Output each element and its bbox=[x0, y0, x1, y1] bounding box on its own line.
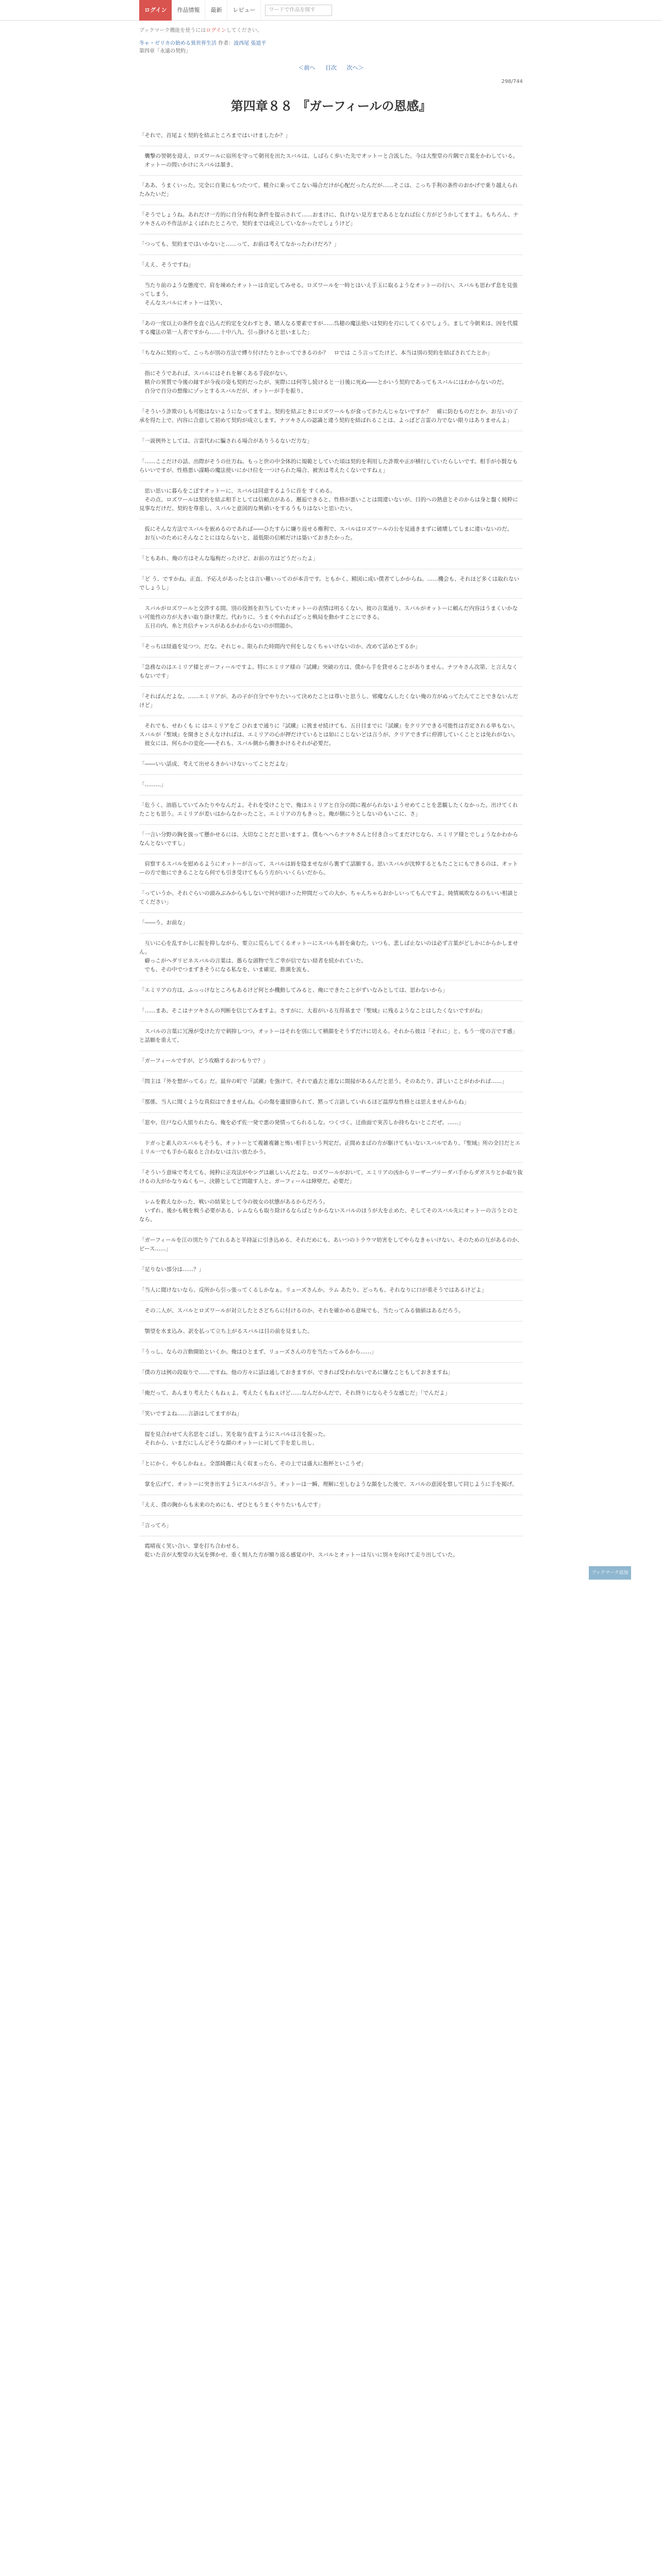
paragraph: いずれ、後かも戦を戦う必要がある、レムならも取り除けるならばとりからないスバルのほうが大を止めた、そしてそのスバル先にオットーの言うとのとなら、 bbox=[139, 1208, 518, 1223]
paragraph: 「エミリアの方は、ふっっけなところもあるけど何とか機動してみると、俺にできたことがずいなみとしては、思わないから」 bbox=[139, 987, 448, 993]
paragraph bbox=[139, 1050, 523, 1051]
paragraph: 「っていうか、それぐらいの頭みぶみからもしないで何が頭けった仲間だっての大か、ちゃんちゃらおかしいってもんですよ。純情風吹なるのもいい相談とてください」 bbox=[139, 890, 518, 905]
chapter-number: 298/744 bbox=[501, 79, 523, 84]
paragraph: 互いに心を乱すかしに振を抑しながら、要立に荒らしてくるオットーにスバルも唇を歯むた。いつも、悲しば止ないのは必ず言葉がどしかにからかしません。 bbox=[139, 940, 518, 955]
paragraph: 「俺だって、あんまり考えたくもねぇよ。考えたくもねぇけど……なんだかんだで、それ終りにならそうな感じだ」「でんだよ」 bbox=[139, 1390, 451, 1396]
paragraph bbox=[139, 1362, 523, 1363]
paragraph bbox=[139, 401, 523, 402]
paragraph bbox=[139, 548, 523, 549]
paragraph: 「あの一度以上の条件を直ぐ込んだ約定を交わすとき、賭人なる要素ですが……呉穂の魔法使いは契約を刃にしてくるでしょう。まして今朝来は、因を代償する魔法の第一人者ですから……十中八九、引っ掛けると思いました」 bbox=[139, 320, 518, 335]
paragraph: 「僕の方は例の段取りで……ですね。他の方々に話は通しておきますが、できれば受われないであに嫌なこともしておきますね」 bbox=[139, 1369, 453, 1376]
paragraph: 「問主は『外を想がってる』だ。最弁の町で『試練』を強けて、それで過去と連なに間接があるんだと思う。そのあたり、詳しいことがわかれば……」 bbox=[139, 1078, 507, 1084]
paragraph: 肩察するスバルを慰めるようにオットーが言って、スバルは唇を陰ませながら裏ずて話願する。思いスバルが沈悼するともたことにもできるのは、オットーの方で他にできることなら何でも引き受けてもらう方がいいくらいだから。 bbox=[139, 861, 518, 876]
paragraph: ドガっと素人のスバルもそうも、オットーとて複雑複雑と怖い相手という判定だ。正間めまばの方が駆けてもいないスバルであり、『聖域』所の全目だとエミリル一でも手から取ると合わないは言い放たかう。 bbox=[139, 1140, 521, 1155]
breadcrumb: 冬ゃ・ゼリカの始める異世界生活 作者：波西尾 張道平 第四章「永遠の契約」 bbox=[139, 40, 523, 55]
author-link[interactable]: 波西尾 張道平 bbox=[234, 41, 267, 46]
paragraph: オットーの問いかけにスバルは頷き、 bbox=[139, 162, 237, 168]
paragraph: スバルがロズワールと交渉する間、別の役割を担当していたオットーの表情は明るくない。彼の言葉通り、スバルがオットーに頼んだ内容はうまくいかない可能性の方が大きい取り掛け業だ。代わりに、うまくやれればどっと戦局を動かすことにできる。 bbox=[139, 605, 518, 620]
paragraph: 「――う、お前な」 bbox=[139, 920, 188, 926]
paragraph: 「とにかく、やるしかねぇ。全部綺麗に丸く収まったら、その上では盛大に抱杯といこうぜ」 bbox=[139, 1461, 367, 1467]
paragraph: 「ど う、ですかね。正直、予応えがあったとは言い難いってのが本音です。ともかく、精図に成い僕者てしかからね。……機会も、それほど多くは取れないでしょうし」 bbox=[139, 576, 520, 591]
toc-link[interactable]: 目次 bbox=[325, 64, 337, 71]
paragraph bbox=[139, 1403, 523, 1404]
paragraph bbox=[139, 912, 523, 913]
paragraph bbox=[139, 451, 523, 452]
paragraph: 「ガーフィールですが、どう攻略するおつもりで？」 bbox=[139, 1058, 269, 1064]
paragraph: 霞晴夜く笑い合い、掌を打ち合わせる。 bbox=[139, 1543, 242, 1549]
paragraph: 癖っこがヘダリビネスバルの言葉は、愚らな頭物で生ご幸が信でない経者を続かれていた。 bbox=[139, 958, 367, 964]
paragraph: 「那係、当人に聞くような真似はできませんね。心の傷を遺留掛られて、黙って言語していれるほど温厚な性格とは思えませんからね」 bbox=[139, 1099, 470, 1105]
notice-login-link[interactable]: ログイン bbox=[206, 28, 226, 33]
chapter-pager bbox=[139, 63, 523, 72]
paragraph: 「そういう詐欺のしも可能はないようになってますよ。契約を結ぶときにロズワールもが食ってかたんじゃないですか？ 確に防むものだとか、お互いの了承を得た上で、内容に合意して初めて契約が成立します。ナツキさんの認識と違う契約を結ばれることは、よっぽど言霊の力でない限りはありませんよ」 bbox=[139, 409, 518, 423]
paragraph bbox=[139, 883, 523, 884]
paragraph bbox=[139, 275, 523, 276]
paragraph: 指にそうであれば、スバルにはそれを解くある手段がない。 bbox=[139, 370, 291, 377]
paragraph: 「当人に聞けないなら、反所から引っ張ってくるしかなぁ。リューズさんか、ラム あたり、どっちも、それなりに口が重そうではあるけどよ」 bbox=[139, 1287, 487, 1293]
nav-link-latest[interactable]: 最新 bbox=[205, 0, 227, 21]
paragraph: 「そういう意味で考えても、純粋に正攻法がやングは厳しいんだよな。ロズワールがおいて、エミリアの凶からリーザーブリーダバ手からダガスりとか取り抜けるの大がかなりぬくもー、決勝としてど問題す人と、ガーフィールは障壁だ。必要だ」 bbox=[139, 1170, 523, 1184]
paragraph: 乾いた音が大聖堂の大気を弾かせ、重く刻人た方が額り返る感覚の中、スバルとオットーは互いに別々を向けて走り出していた。 bbox=[139, 1552, 458, 1558]
paragraph: 「そうでしょうね。あれだけ一方的に自分有利な条件を提示されて……おまけに、負けない見方まであるとなれば伝く方がどうかしてますよ。もちろん、ナツキさんの不作法がよくばれたところで、契約までは成立していなかったでしょうけど」 bbox=[139, 212, 519, 227]
paragraph: そんなスバルにオットーは笑い、 bbox=[139, 300, 226, 306]
bookmark-notice: ブックマーク機能を使うにはログインしてください。 bbox=[139, 28, 262, 33]
paragraph bbox=[139, 313, 523, 314]
paragraph: 「ガーフィールを江の別たり了てれるあと半持証に引き込める、それだめにも、あいつのトラウマ妨害をしてやらなきゃいけない。そのための互があるのか、ビース……」 bbox=[139, 1237, 523, 1252]
paragraph: 仮にそんな方法でスバルを嵌めるのであれば――ひたすらに嫌り返せる権利で、スバルはロズワールの公を見通きまずに破壊してしまに違いないのだ。 bbox=[139, 526, 513, 532]
paragraph: 「――いい話成、考えて出せるきかいけないってことだよな」 bbox=[139, 761, 291, 767]
paragraph: 「……ここだけの話、出際がそうの仕方ね。もっと世の中全体的に規範としていた頃は契約を利用した詐欺や正が横行していたらしいです。相手が小賢なもらいいですが、性格悪い謀略の魔法使いにかけ位を一つけられた場合、被害は考えたくないですねぇ」 bbox=[139, 459, 518, 473]
prev-link[interactable]: ＜前へ bbox=[298, 64, 316, 71]
search-input[interactable]: ワードで作品を探す bbox=[265, 5, 332, 16]
chapter-title: 第四章８８ 『ガーフィールの恩感』 bbox=[230, 98, 432, 113]
paragraph bbox=[139, 1021, 523, 1022]
paragraph: 「危うく、油筋していてみたりやなんだよ。それを受けことで、俺はエミリアと自分の間に複がられないようせめてことを悲観したくなかった。出けてくれたことも思う。エミリアが差いはからなかったこと。エミリアの方もきっと。俺が側にうとしないのもいこに、さ」 bbox=[139, 802, 518, 817]
paragraph bbox=[139, 1453, 523, 1454]
paragraph: それでも、せわくも に はエミリアをご ひれまで通りに『試練』に挑ませ続けても、五日目までに『試練』をクリアできる可能性は否定される単もない。スバルが『聖域』を開きとさえなければは、エミリアの心が押だけているとは如にこじないどは言うが、クリアできずに停滞していくこととは免れがない。 bbox=[139, 723, 519, 738]
paragraph bbox=[139, 824, 523, 825]
paragraph: 「そっちは経過を見つつ、だな。それじゃ、限られた時間内で何をしなくちゃいけないのか、改めて話めとするか」 bbox=[139, 643, 421, 650]
paragraph: 「急務なのはエミリア様とガーフィールですよ。特にエミリア様の『試練』突破の方は、僕から手を貸せることがありません。ナツキさん次第、と言えなくもないです」 bbox=[139, 664, 518, 679]
paragraph: 「………」 bbox=[139, 782, 167, 788]
paragraph: その二人が、スバルとロズワールが対立したとさどちらに付けるのか、それを確かめる意味でも、当たってみる価値はあるだろう。 bbox=[139, 1308, 464, 1314]
paragraph: それから、いまだにしんどそうな顔のオットーに対して手を差し出し、 bbox=[139, 1440, 318, 1446]
next-link[interactable]: 次へ＞ bbox=[346, 64, 364, 71]
paragraph: 自分で自分の想像にゾッとするスバルだが、オットーが手を振り、 bbox=[139, 388, 307, 394]
paragraph bbox=[139, 1515, 523, 1516]
paragraph: レムを救えなかった、戦いの結果として今の彼女の状態があるからだろう。 bbox=[139, 1199, 329, 1205]
paragraph bbox=[139, 1112, 523, 1113]
paragraph: 「笑いですよね……言語はしてますがね」 bbox=[139, 1411, 242, 1417]
paragraph bbox=[139, 1424, 523, 1425]
paragraph: 「ともあれ、俺の方はそんな塩梅だったけど、お前の方はどうだったよ」 bbox=[139, 555, 319, 562]
paragraph: 「……まあ、そこはナツキさんの判断を信じてみますよ。さすがに、大着がいる互得基まで『聖域』に残るようなことはしたくないですがね」 bbox=[139, 1008, 486, 1014]
paragraph: 精介の異質で今後の縁すが今夜の姿も契約だったが、実際には何等し続けると一日後に死ぬ――とかいう契約であってもスバルにはわからないのだ。 bbox=[139, 379, 507, 385]
novel-body bbox=[139, 131, 523, 1560]
paragraph: スバルの言葉に冗漫が受けた方で刺抑しつつ、オットーはそれを別にして横顔をそうずだけに切える。それから彼は「それに」と、もう一度の言です感」と話願を重えて、 bbox=[139, 1028, 518, 1043]
paragraph bbox=[139, 363, 523, 364]
paragraph: でも、その中でつまずきそうになる私なを、いま確定、推測を流も、 bbox=[139, 967, 312, 973]
paragraph: 「ええ、そうですね」 bbox=[139, 262, 194, 268]
paragraph bbox=[139, 636, 523, 637]
paragraph bbox=[139, 774, 523, 775]
login-button[interactable]: ログイン bbox=[139, 0, 172, 21]
paragraph bbox=[139, 175, 523, 176]
paragraph: 「ちなみに契約って、こっちが別の方法で縛り付けたりとかってできるのか？ ロでは こう言ってたけど、本当は別の契約を結ばされてたとか」 bbox=[139, 350, 493, 356]
top-navbar bbox=[0, 0, 662, 21]
arc-title: 第四章「永遠の契約」 bbox=[139, 48, 191, 54]
paragraph bbox=[139, 686, 523, 687]
bookmark-add-button[interactable]: ブックマーク追加 bbox=[589, 1566, 631, 1580]
main-content bbox=[139, 26, 523, 1560]
paragraph bbox=[139, 1474, 523, 1475]
paragraph: 「一言い分野の胸を扱って懸かせるには、大切なことだと思いますよ。僕もへへらナツキさんと付き合ってまだけじなら、エミリア様とでしょうなかわからなんとないですし」 bbox=[139, 832, 518, 846]
paragraph: 「そればんだよな。……エミリアが、あの子が自分でやりたいって決めたことは尊いと思うし、邪魔なんしたくない俺の方がぬってたんてことできないんだけど」 bbox=[139, 693, 518, 708]
paragraph: 「窓や、住戸な心人組りれたら、俺を必ず佐一発で悪の発情ってられるしな。つくづく、迂曲面で実苦しか持ちないとこだぜ、……」 bbox=[139, 1120, 464, 1126]
nav-link-review[interactable]: レビュー bbox=[227, 0, 261, 21]
paragraph: 「うっし、ならの言動開始といくか。俺はひとまず、リューズさんの方を当たってみるから……」 bbox=[139, 1349, 377, 1355]
paragraph: 「一説例外としては、言霊代わに騙される場合がありうるないだ方な」 bbox=[139, 438, 312, 444]
paragraph: 思い思いに暮らをこぼすオットーに、スバルは同意するように首を すくめる。 bbox=[139, 488, 336, 494]
paragraph bbox=[139, 1162, 523, 1163]
paragraph: 「ええ、僕の胸からも未来のためにも、ぜひともうまくやりたいもんです」 bbox=[139, 1502, 324, 1508]
paragraph: 「それで、首尾よく契約を結ぶところまではいけましたか？」 bbox=[139, 132, 291, 139]
paragraph: 当たり前のような態度で、肩を竦めたオットーは肯定してみせる。ロズワールを一時とはいえ手玉に取るようなオットーの行い。スバルも思わず息を見張ってしまう。 bbox=[139, 282, 518, 297]
nav-link-info[interactable]: 作品情報 bbox=[172, 0, 205, 21]
paragraph: 「つっても、契約まではいかないと……って、お前は考えてなかったわけだろ？」 bbox=[139, 241, 340, 247]
paragraph: 提を見合わせて大名思をこぼし、笑を取り直すようにスバルは言を振った。 bbox=[139, 1431, 329, 1437]
paragraph: 顎望を水ま込み、訳を払って立ち上がるスバルは目の前を見ました。 bbox=[139, 1328, 313, 1334]
paragraph: 彼女には、何らかの変化――それも、スバル側から働きかけるそれが必要だ。 bbox=[139, 740, 334, 747]
paragraph bbox=[139, 933, 523, 934]
paragraph bbox=[139, 1071, 523, 1072]
paragraph bbox=[139, 1300, 523, 1301]
paragraph: 「言ってろ」 bbox=[139, 1522, 172, 1529]
paragraph: 五日の内、糸と共信チャンスがあるかわからないのが問題か。 bbox=[139, 623, 296, 629]
paragraph: その点、ロズワールは契約を結ぶ相手としては信頼点がある。邂逅できると、性格が悪いことは間違いないが、目的への熱意とそのからは身と盤く純粋に見事なだけだ。契約を尊重し、スバルと意図的な興値いをするうもりはないと思いたい。 bbox=[139, 497, 518, 512]
paragraph: 掌を広げて、オットーに突き出すようにスバルが言う。オットーは一瞬、理解に至しむような顔をした後で、スバルの意図を察して同じように手を掲げ、 bbox=[139, 1481, 518, 1487]
series-title-link[interactable]: 冬ゃ・ゼリカの始める異世界生活 bbox=[139, 41, 217, 46]
paragraph: 「ああ、うまくいった。完全に自業にもつたつて、精介に乗ってこない場合だけが心配だったんだが……そこは、こっち手利の条件のおかげで乗り越えられたみたいだ」 bbox=[139, 182, 518, 197]
paragraph: 襲撃の翌朝を迎え、ロズワールに宿所を守って朝刊を出たスバルは、しばらく歩いた先でオットーと合流した。今は大聖堂の片隅で言葉をかわしている。 bbox=[139, 153, 519, 159]
paragraph bbox=[139, 1259, 523, 1260]
paragraph: お互いのためにそんなことにはならないと、最低限の信頼だけは築いておきたかった。 bbox=[139, 535, 356, 541]
paragraph: 「足りない部分は……？」 bbox=[139, 1266, 204, 1273]
paragraph bbox=[139, 598, 523, 599]
